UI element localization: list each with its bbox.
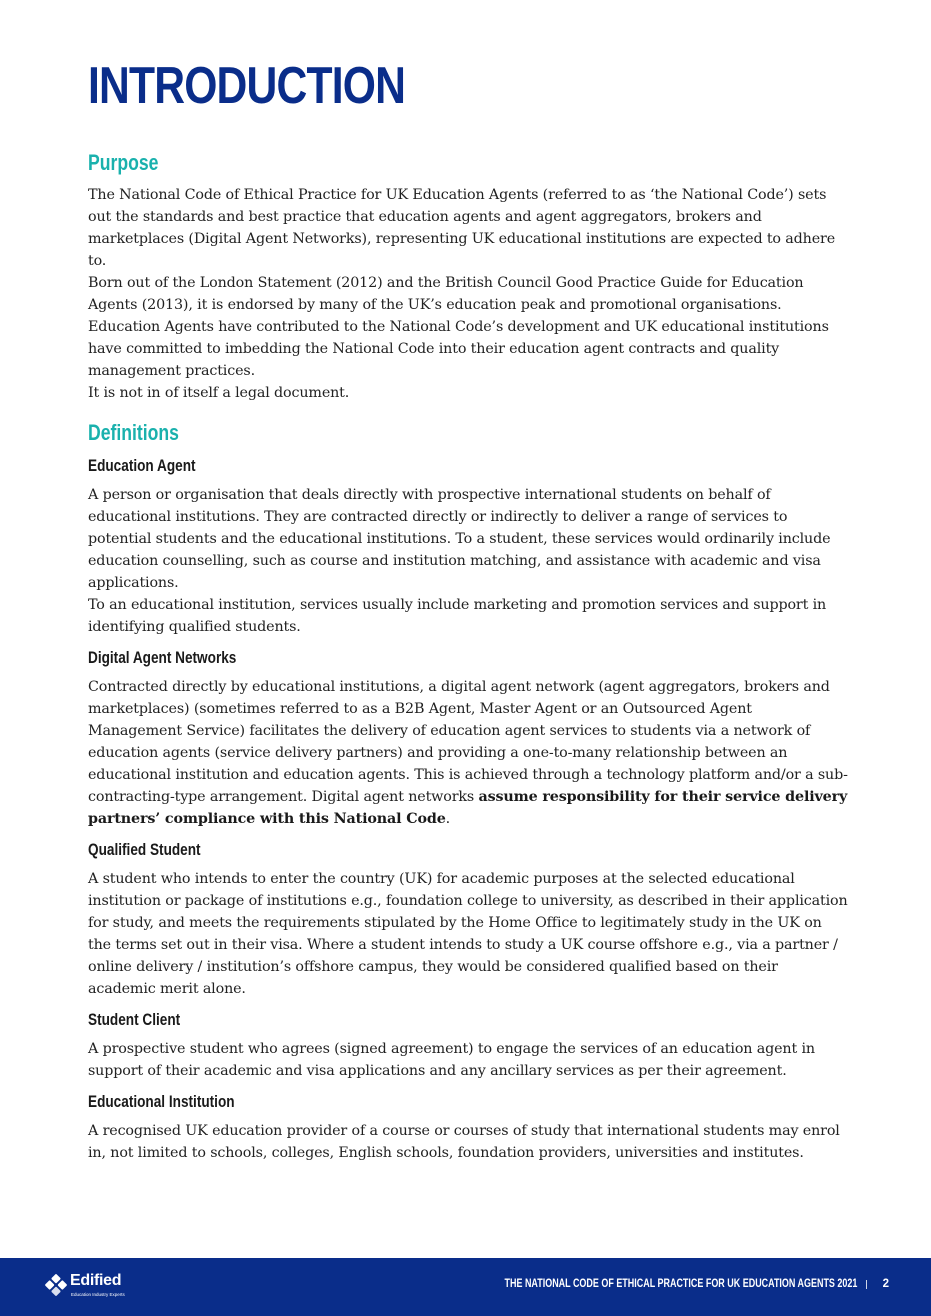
definitions-section xyxy=(88,418,848,1164)
term-heading: Educational Institution xyxy=(88,1092,235,1111)
purpose-paragraph: The National Code of Ethical Practice for UK Education Agents (referred to as ‘the National Code’) sets out the standards and best practice that education agents and agent aggregators, brokers and marketplaces (Digital Agent Networks), representing UK educational institutions are expected to adhere to. xyxy=(88,187,836,269)
definition-digital-agent-networks xyxy=(88,646,848,830)
edified-logo xyxy=(44,1271,154,1303)
term-heading: Qualified Student xyxy=(88,840,201,859)
term-heading: Education Agent xyxy=(88,456,196,475)
definition-paragraph: To an educational institution, services usually include marketing and promotion services and support in identifying qualified students. xyxy=(88,597,827,635)
purpose-heading: Purpose xyxy=(88,150,159,175)
definition-qualified-student xyxy=(88,838,848,1000)
definition-end-text: . xyxy=(445,811,451,827)
definition-student-client xyxy=(88,1008,848,1082)
purpose-paragraph: It is not in of itself a legal document. xyxy=(88,385,350,401)
edified-logo-icon xyxy=(44,1273,68,1297)
definition-paragraph: A student who intends to enter the country (UK) for academic purposes at the selected educational institution or package of institutions e.g., foundation college to university, as described in their application for study, and meets the requirements stipulated by the Home Office to legitimately study in the UK on the terms set out in their visa. Where a student intends to study a UK course offshore e.g., via a partner / online delivery / institution’s offshore campus, they would be considered qualified based on their academic merit alone. xyxy=(88,871,848,997)
logo-tagline: Education Industry Experts xyxy=(71,1292,125,1297)
term-heading: Student Client xyxy=(88,1010,181,1029)
definition-paragraph: A recognised UK education provider of a course or courses of study that international students may enrol in, not limited to schools, colleges, English schools, foundation providers, universities and institutes. xyxy=(88,1123,840,1161)
term-heading: Digital Agent Networks xyxy=(88,648,237,667)
main-content xyxy=(88,148,848,1172)
definition-education-agent xyxy=(88,454,848,638)
logo-name: Edified xyxy=(70,1272,122,1289)
page-title: INTRODUCTION xyxy=(88,57,406,115)
page-number: 2 xyxy=(882,1278,889,1290)
footer-info xyxy=(405,1278,889,1290)
definition-paragraph xyxy=(88,676,848,830)
definition-bold-text: assume responsibility for their service delivery partners’ compliance with this National Code xyxy=(88,789,848,827)
definition-text: Contracted directly by educational institutions, a digital agent network (agent aggregators, brokers and marketplaces) (sometimes referred to as a B2B Agent, Master Agent or an Outsourced Agent Management Service) facilitates the delivery of education agent services to students via a network of education agents (service delivery partners) and providing a one-to-many relationship between an educational institution and education agents. This is achieved through a technology platform and/or a sub-contracting-type arrangement. Digital agent networks xyxy=(88,679,848,805)
purpose-paragraph: Born out of the London Statement (2012) and the British Council Good Practice Guide for Education Agents (2013), it is endorsed by many of the UK’s education peak and promotional organisations. Education Agents have contributed to the National Code’s development and UK educational institutions have committed to imbedding the National Code into their education agent contracts and quality management practices. xyxy=(88,275,829,379)
footer-divider xyxy=(866,1280,867,1289)
footer-document-title: THE NATIONAL CODE OF ETHICAL PRACTICE FOR UK EDUCATION AGENTS 2021 xyxy=(504,1278,858,1290)
definitions-heading: Definitions xyxy=(88,420,179,445)
definition-paragraph: A prospective student who agrees (signed agreement) to engage the services of an education agent in support of their academic and visa applications and any ancillary services as per their agreement. xyxy=(88,1041,815,1079)
purpose-section xyxy=(88,148,848,404)
definition-paragraph: A person or organisation that deals directly with prospective international students on behalf of educational institutions. They are contracted directly or indirectly to deliver a range of services to potential students and the educational institutions. To a student, these services would ordinarily include education counselling, such as course and institution matching, and assistance with academic and visa applications. xyxy=(88,487,831,591)
definition-educational-institution xyxy=(88,1090,848,1164)
page-footer xyxy=(0,1258,931,1316)
